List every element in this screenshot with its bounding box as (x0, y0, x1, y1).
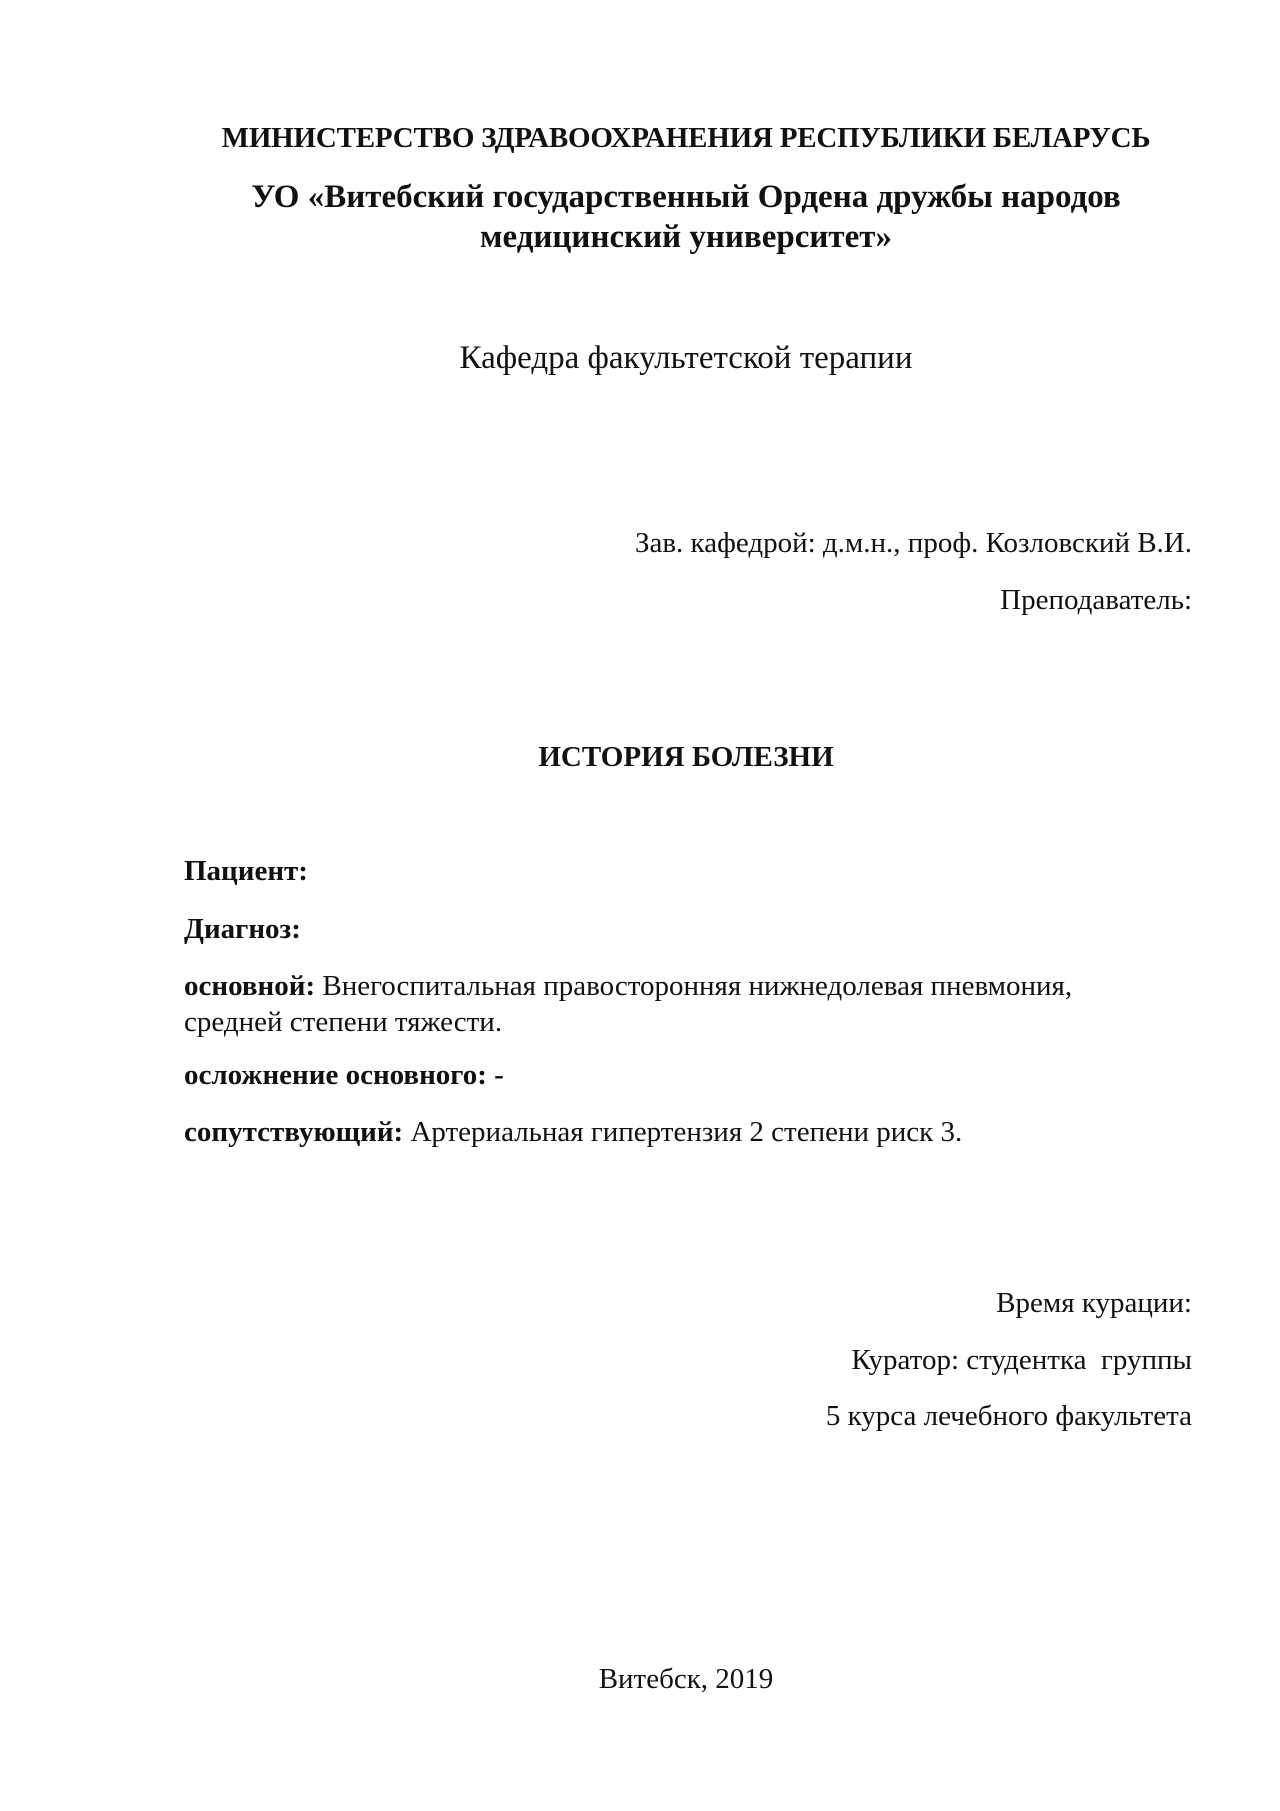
curator-line: Куратор: студентка группы (851, 1344, 1192, 1376)
ministry-heading: МИНИСТЕРСТВО ЗДРАВООХРАНЕНИЯ РЕСПУБЛИКИ БЕЛАРУСЬ (221, 122, 1151, 154)
university-heading (0, 177, 1280, 257)
main-diagnosis-label: основной: (184, 970, 316, 1002)
city-year: Витебск, 2019 (598, 1663, 774, 1695)
course-line: 5 курса лечебного факультета (825, 1400, 1192, 1432)
patient-field (184, 855, 308, 888)
document-title: ИСТОРИЯ БОЛЕЗНИ (538, 741, 834, 773)
curation-time: Время курации: (996, 1287, 1192, 1319)
teacher-label: Преподаватель: (1000, 584, 1192, 616)
department-name: Кафедра факультетской терапии (459, 340, 913, 376)
complication-label: осложнение основного: - (184, 1059, 504, 1091)
concomitant-text: Артериальная гипертензия 2 степени риск 3. (410, 1116, 963, 1148)
university-line-2: медицинский университет» (480, 219, 892, 255)
university-line-1: УО «Витебский государственный Ордена дружбы народов (251, 179, 1121, 215)
main-diagnosis-text: Внегоспитальная правосторонняя нижнедолевая пневмония, средней степени тяжести. (184, 970, 1073, 1038)
complication-field (184, 1059, 504, 1092)
main-diagnosis (184, 968, 1144, 1040)
diagnosis-label: Диагноз: (184, 913, 301, 945)
concomitant-diagnosis (184, 1116, 962, 1149)
diagnosis-heading (184, 913, 301, 946)
head-of-department: Зав. кафедрой: д.м.н., проф. Козловский В.И. (634, 527, 1192, 559)
concomitant-label: сопутствующий: (184, 1116, 404, 1148)
patient-label: Пациент: (184, 855, 308, 887)
